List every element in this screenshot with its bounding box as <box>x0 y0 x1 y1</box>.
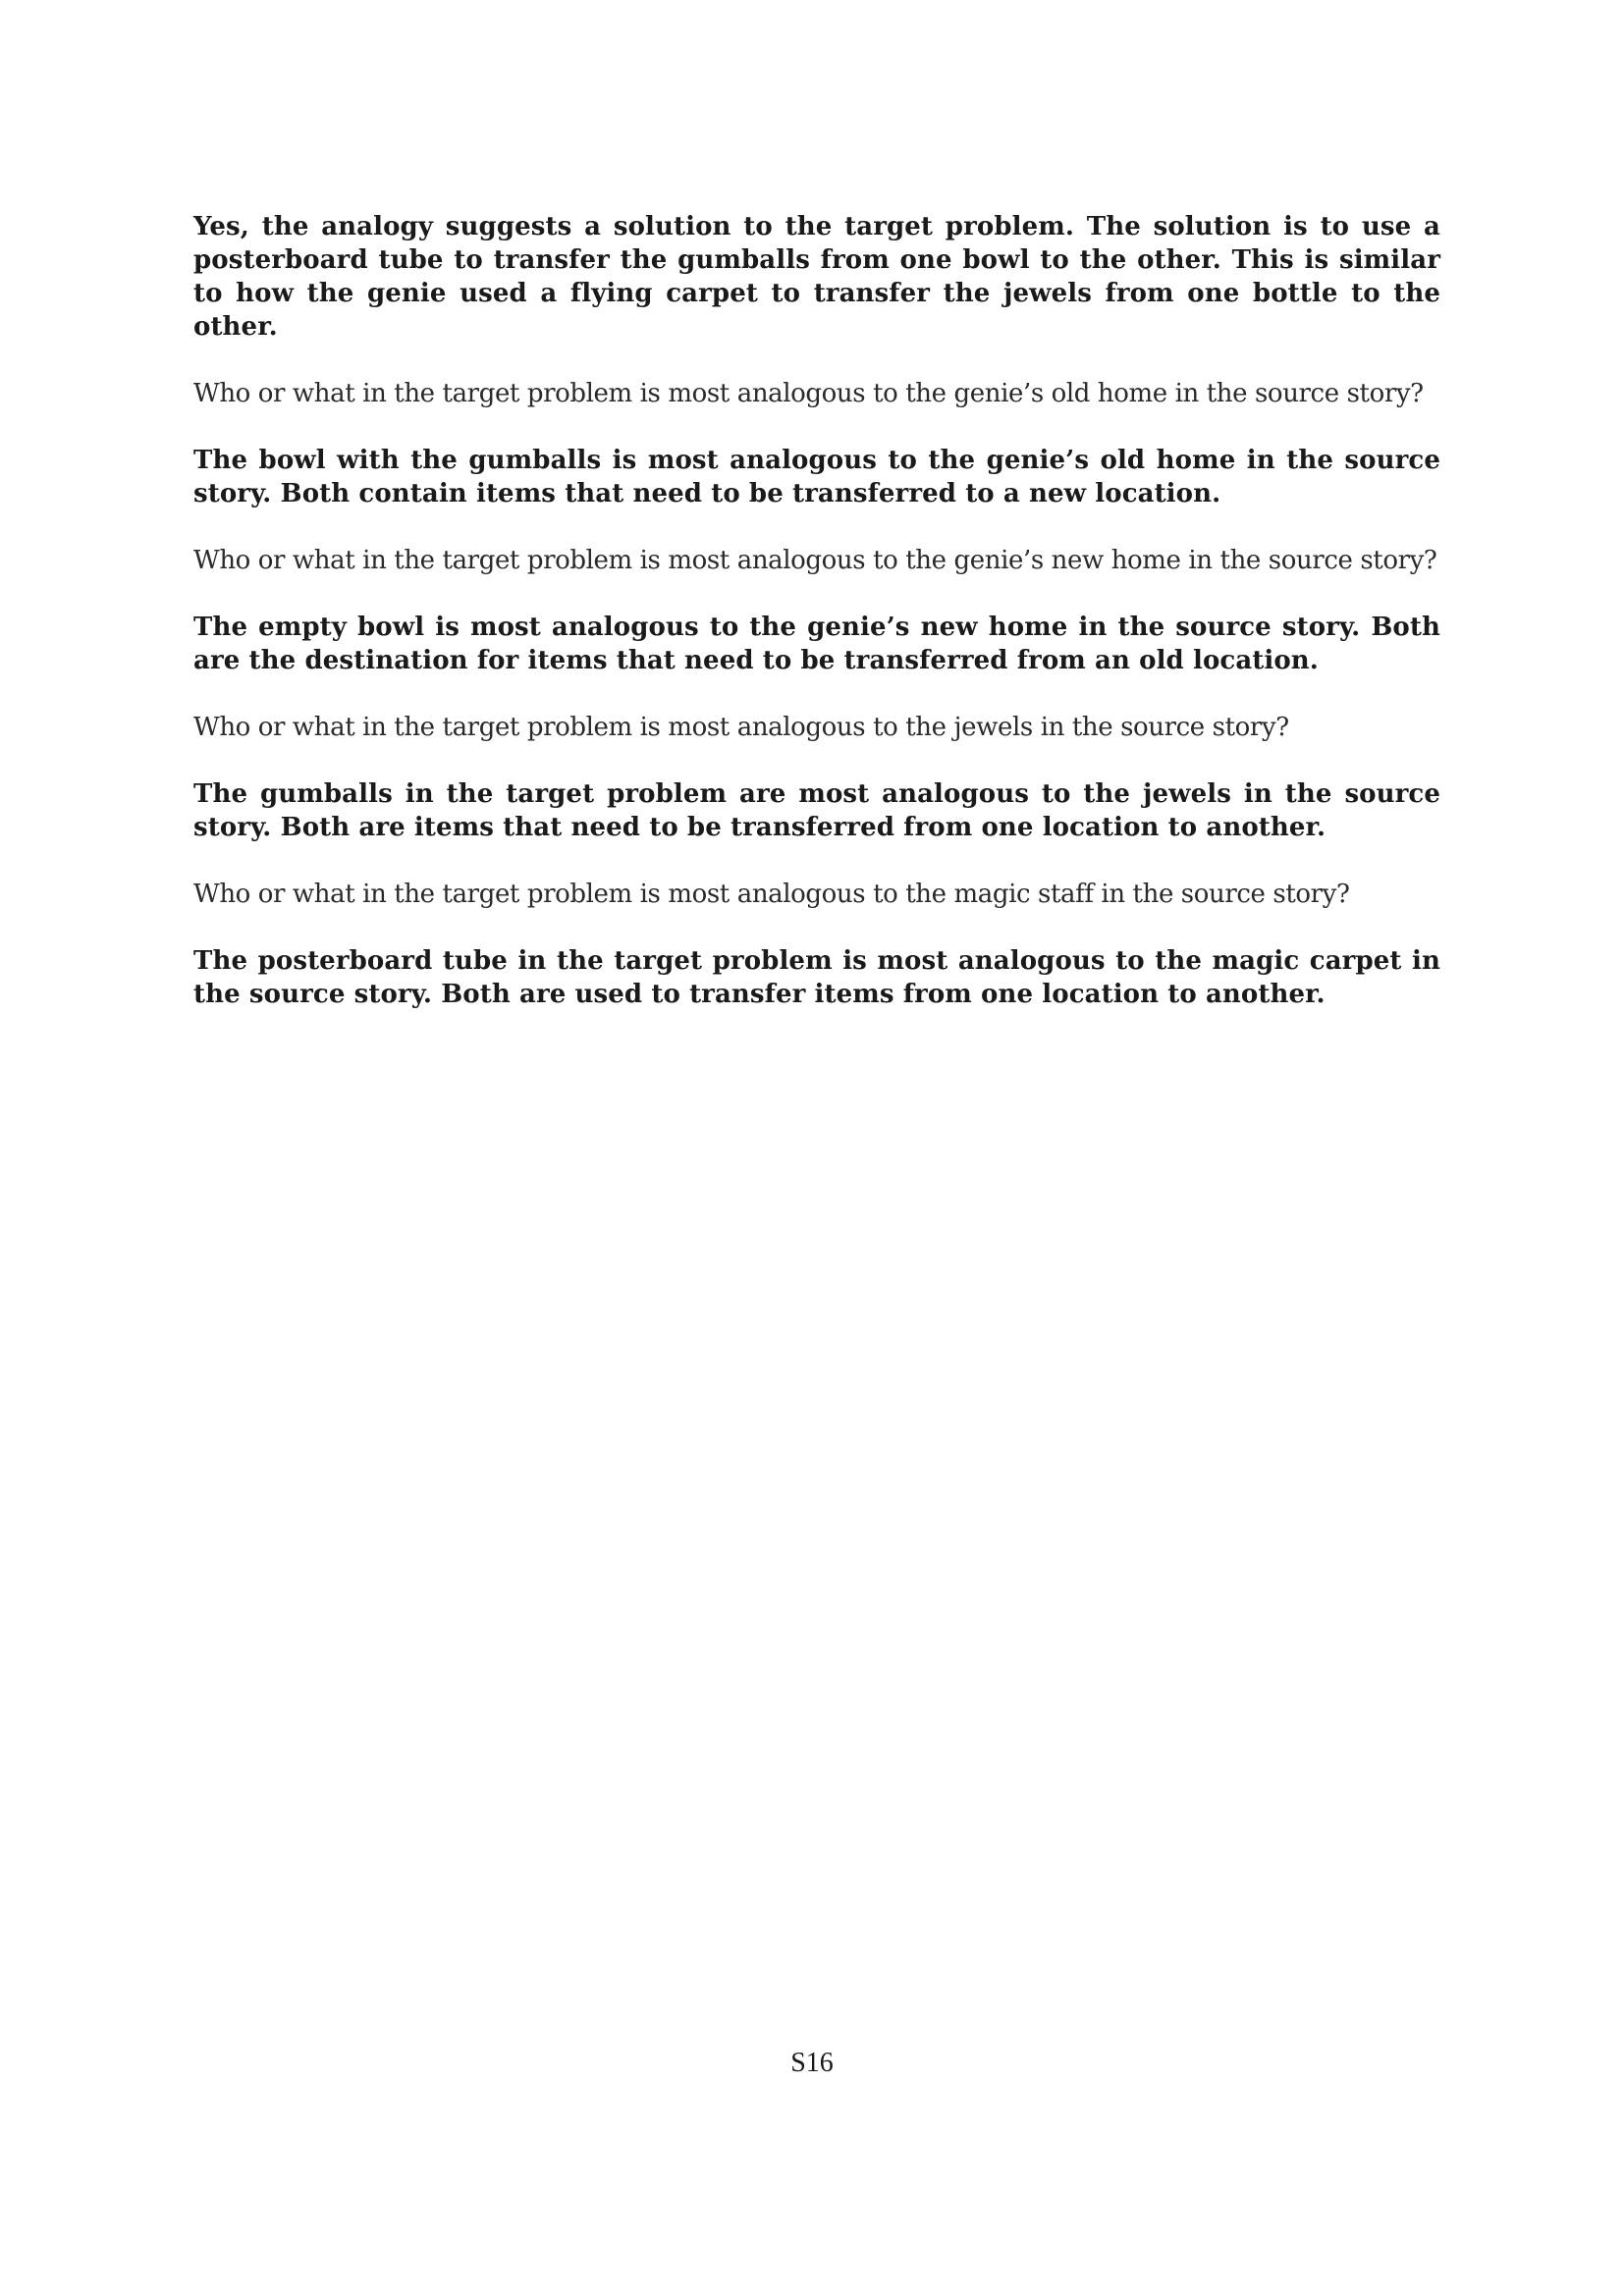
question-paragraph-3: Who or what in the target problem is most analogous to the jewels in the source story? <box>193 713 1289 742</box>
answer-paragraph-5: The posterboard tube in the target problem is most analogous to the magic carpet in the source story. Both are used to transfer items from one location to another. <box>193 946 1440 1009</box>
question-paragraph-1: Who or what in the target problem is most analogous to the genie’s old home in the source story? <box>193 379 1424 408</box>
question-paragraph-2: Who or what in the target problem is most analogous to the genie’s new home in the source story? <box>193 546 1437 575</box>
question-paragraph-4: Who or what in the target problem is most analogous to the magic staff in the source story? <box>193 880 1350 909</box>
answer-paragraph-4: The gumballs in the target problem are most analogous to the jewels in the source story. Both are items that need to be transferred from one location to another. <box>193 779 1440 842</box>
answer-paragraph-2: The bowl with the gumballs is most analogous to the genie’s old home in the source story. Both contain items that need to be transferred to a new location. <box>193 446 1440 508</box>
page-number: S16 <box>790 2048 834 2078</box>
page-content <box>193 210 1440 1011</box>
answer-paragraph-1: Yes, the analogy suggests a solution to the target problem. The solution is to use a posterboard tube to transfer the gumballs from one bowl to the other. This is similar to how the genie used a flying carpet to transfer the jewels from one bottle to the other. <box>193 212 1440 342</box>
answer-paragraph-3: The empty bowl is most analogous to the genie’s new home in the source story. Both are the destination for items that need to be transferred from an old location. <box>193 613 1440 675</box>
